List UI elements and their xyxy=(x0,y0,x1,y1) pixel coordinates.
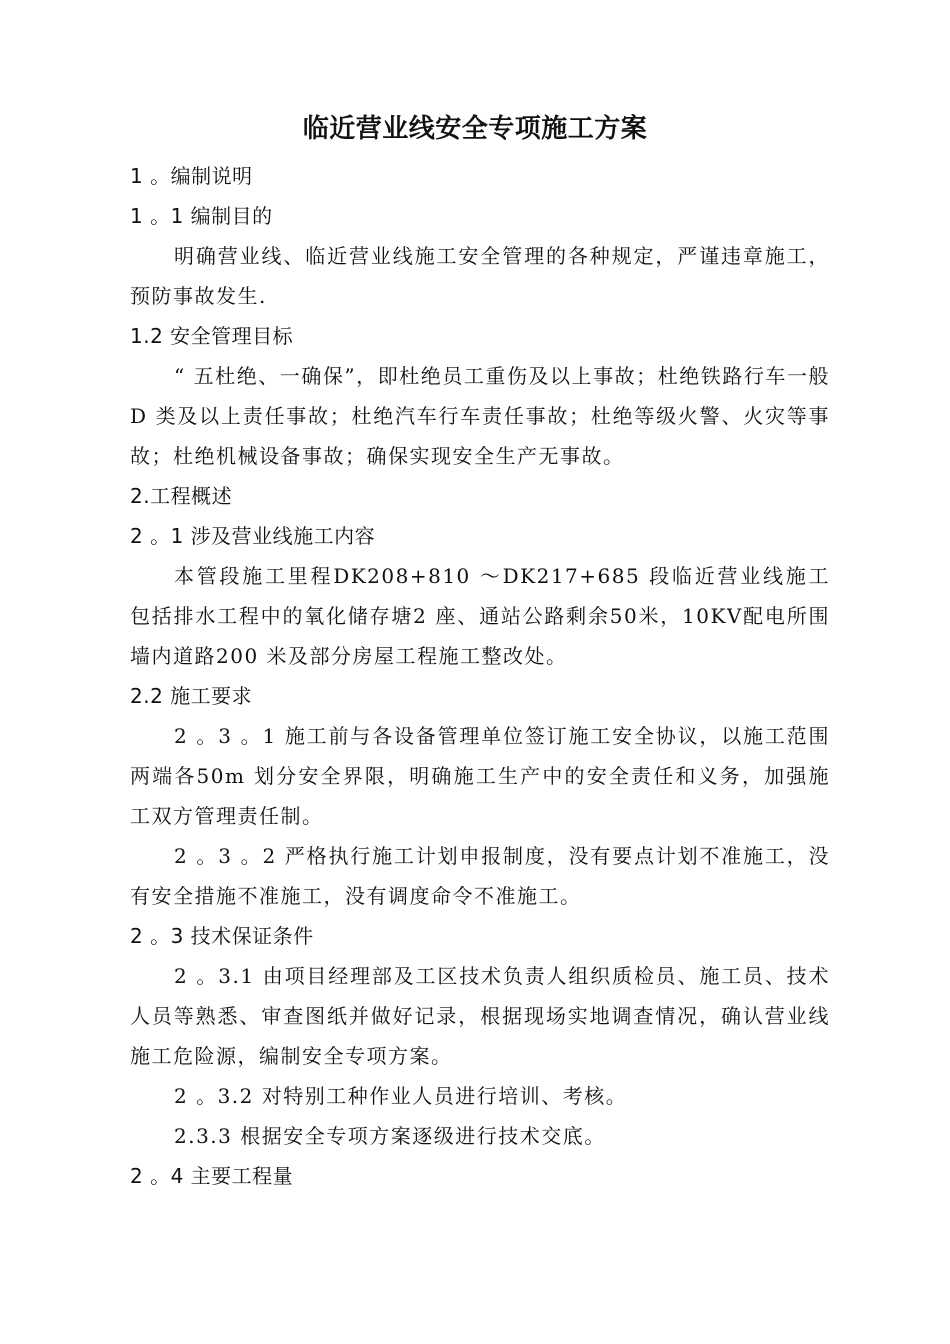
section-heading-1: 1 。编制说明 xyxy=(130,164,253,188)
section-heading-2-2: 2.2 施工要求 xyxy=(130,684,253,708)
paragraph-1-2: “ 五杜绝、一确保”，即杜绝员工重伤及以上事故；杜绝铁路行车一般D 类及以上责任事故；杜绝汽车行车责任事故；杜绝等级火警、火灾等事故；杜绝机械设备事故；确保实现安全生产无事故。 xyxy=(130,364,830,468)
section-heading-2-3: 2 。3 技术保证条件 xyxy=(130,924,314,948)
section-heading-1-2: 1.2 安全管理目标 xyxy=(130,324,294,348)
paragraph-2-3-c: 2.3.3 根据安全专项方案逐级进行技术交底。 xyxy=(174,1124,606,1148)
section-heading-2-1: 2 。1 涉及营业线施工内容 xyxy=(130,524,376,548)
document-title: 临近营业线安全专项施工方案 xyxy=(302,114,648,144)
paragraph-2-3-a: 2 。3.1 由项目经理部及工区技术负责人组织质检员、施工员、技术人员等熟悉、审查图纸并做好记录，根据现场实地调查情况，确认营业线施工危险源，编制安全专项方案。 xyxy=(130,964,830,1068)
section-heading-2-4: 2 。4 主要工程量 xyxy=(130,1164,294,1188)
paragraph-1-1: 明确营业线、临近营业线施工安全管理的各种规定，严谨违章施工，预防事故发生. xyxy=(130,244,830,308)
paragraph-2-2-b: 2 。3 。2 严格执行施工计划申报制度，没有要点计划不准施工，没有安全措施不准施工，没有调度命令不准施工。 xyxy=(130,844,830,908)
paragraph-2-3-b: 2 。3.2 对特别工种作业人员进行培训、考核。 xyxy=(174,1084,628,1108)
section-heading-1-1: 1 。1 编制目的 xyxy=(130,204,273,228)
paragraph-2-2-a: 2 。3 。1 施工前与各设备管理单位签订施工安全协议，以施工范围两端各50m 划分安全界限，明确施工生产中的安全责任和义务，加强施工双方管理责任制。 xyxy=(130,724,830,828)
section-heading-2: 2.工程概述 xyxy=(130,484,233,508)
paragraph-2-1: 本管段施工里程DK208+810 ～DK217+685 段临近营业线施工包括排水工程中的氧化储存塘2 座、通站公路剩余50米，10KV配电所围墙内道路200 米及部分房屋工程施工整改处。 xyxy=(130,564,830,668)
